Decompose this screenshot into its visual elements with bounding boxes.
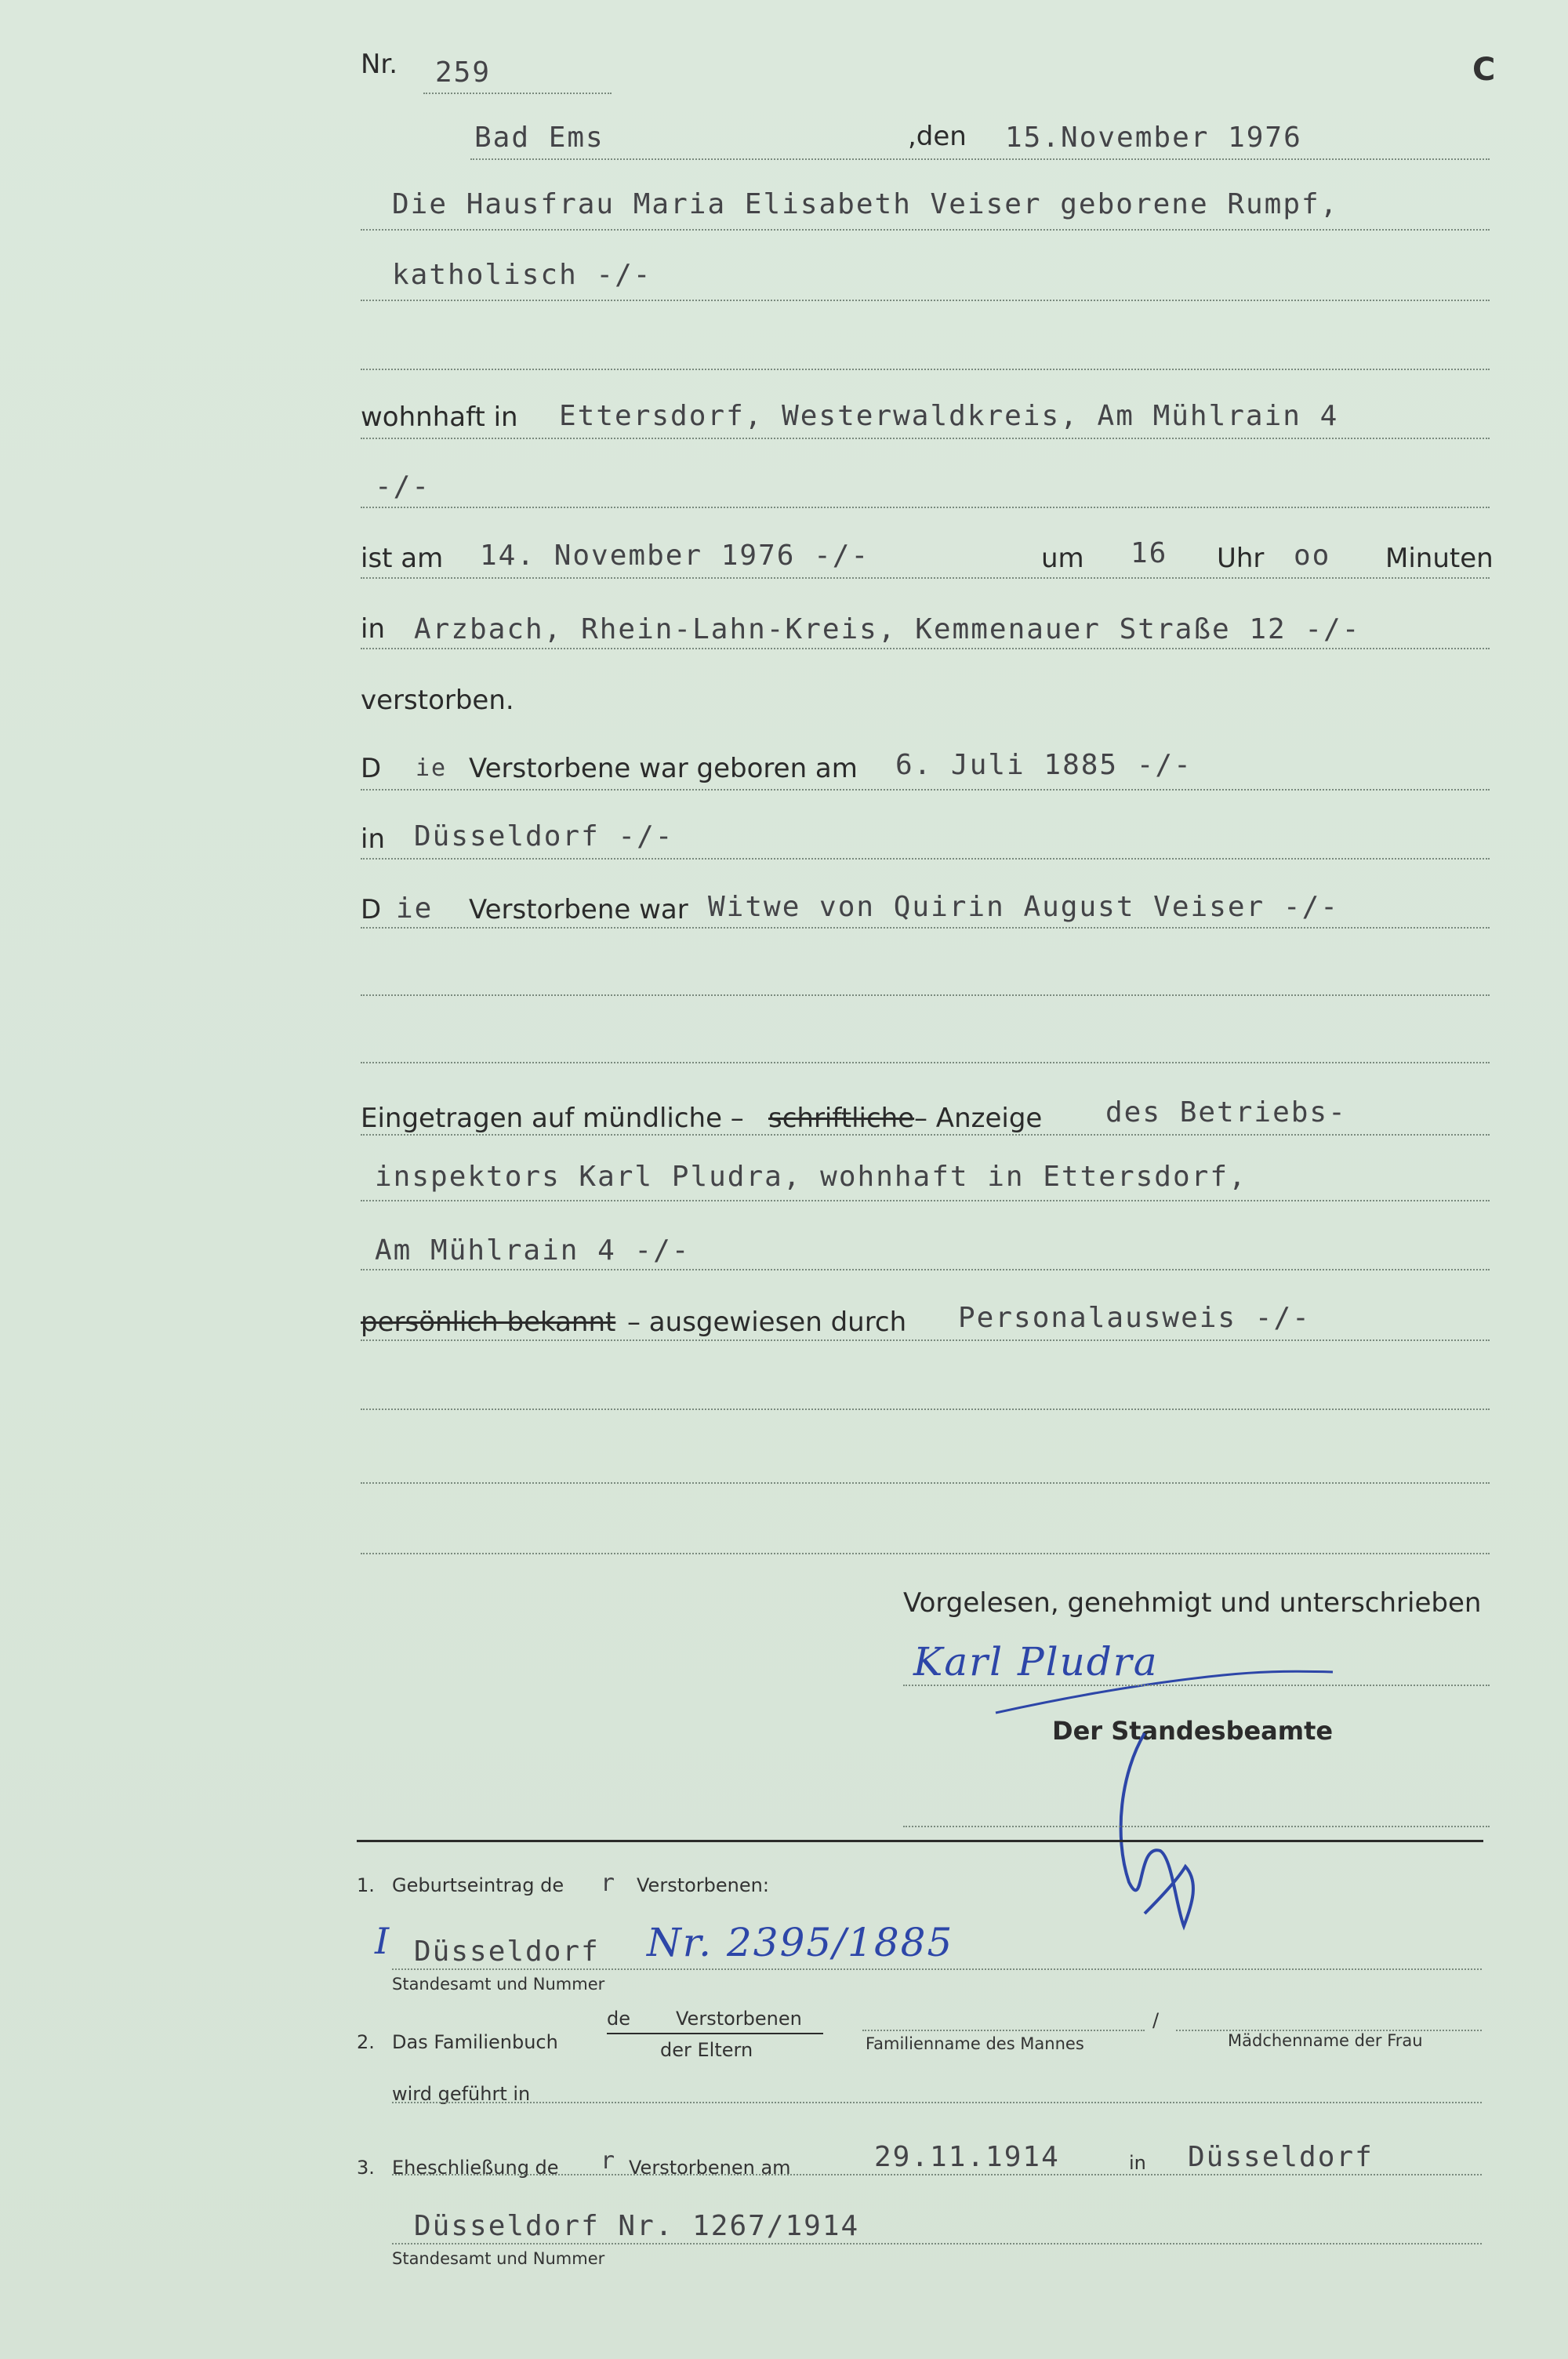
dotted-line — [361, 369, 1490, 370]
marriage-place: Düsseldorf — [1188, 2141, 1374, 2173]
marriage-registry: Düsseldorf Nr. 1267/1914 — [414, 2210, 860, 2242]
residence-continuation: -/- — [375, 471, 431, 503]
anzeige-label: – Anzeige — [914, 1103, 1043, 1134]
dotted-line — [392, 2102, 1482, 2103]
wohnhaft-label: wohnhaft in — [361, 402, 518, 433]
dotted-line — [470, 158, 1490, 160]
registration-date: 15.November 1976 — [1005, 122, 1302, 154]
death-minutes: oo — [1294, 540, 1331, 572]
marital-status: Witwe von Quirin August Veiser -/- — [708, 891, 1339, 923]
dotted-line — [361, 648, 1490, 649]
birth-date: 6. Juli 1885 -/- — [895, 749, 1192, 781]
um-label: um — [1041, 543, 1084, 574]
ist-am-label: ist am — [361, 543, 444, 574]
item-2-mann-label: Familienname des Mannes — [866, 2034, 1084, 2053]
dotted-line — [361, 858, 1490, 860]
den-label: ,den — [908, 121, 967, 152]
standesbeamte-label: Der Standesbeamte — [1052, 1716, 1334, 1746]
place-of-registration: Bad Ems — [474, 122, 604, 154]
birth-d-label: D — [361, 753, 382, 784]
item-2-slash: / — [1152, 2009, 1160, 2031]
id-document: Personalausweis -/- — [958, 1302, 1311, 1334]
dotted-line — [361, 1062, 1490, 1063]
dotted-line — [361, 1134, 1490, 1136]
item-1-label-2: Verstorbenen: — [637, 1874, 769, 1896]
dotted-line — [361, 438, 1490, 439]
death-date: 14. November 1976 -/- — [480, 540, 870, 572]
standesamt-label-2: Standesamt und Nummer — [392, 2249, 605, 2268]
dotted-line — [361, 994, 1490, 996]
dotted-line — [423, 93, 612, 94]
item-3-typed: r — [601, 2147, 617, 2175]
signature-flourish — [988, 1631, 1364, 1725]
register-number: 259 — [435, 56, 492, 89]
item-1-handwritten: Nr. 2395/1885 — [647, 1920, 954, 1965]
in-label: in — [361, 613, 385, 645]
dotted-line — [361, 1339, 1490, 1341]
nr-label: Nr. — [361, 49, 398, 80]
item-1-label: Geburtseintrag de — [392, 1874, 564, 1896]
dotted-line — [361, 1482, 1490, 1484]
marriage-date: 29.11.1914 — [874, 2141, 1060, 2173]
dotted-line — [862, 2030, 1145, 2031]
schriftliche-label: schriftliche — [768, 1103, 915, 1134]
dotted-line — [392, 2174, 1482, 2175]
dotted-line — [361, 1269, 1490, 1270]
status-ie-typed: ie — [396, 892, 434, 925]
dotted-line — [361, 1200, 1490, 1201]
informant-line-1: des Betriebs- — [1105, 1096, 1347, 1129]
vorgelesen-label: Vorgelesen, genehmigt und unterschrieben — [903, 1587, 1482, 1619]
dotted-line — [361, 300, 1490, 301]
uhr-label: Uhr — [1217, 543, 1265, 574]
religion-line: katholisch -/- — [392, 259, 652, 291]
dotted-line — [361, 1408, 1490, 1410]
item-1-prefix: I — [375, 1920, 391, 1962]
separator-rule — [357, 1840, 1483, 1842]
item-3-label-2: Verstorbenen am — [629, 2157, 791, 2179]
death-hour: 16 — [1131, 537, 1168, 569]
item-3-number: 3. — [357, 2157, 375, 2179]
dotted-line — [361, 229, 1490, 231]
item-3-in-label: in — [1129, 2152, 1146, 2174]
informant-line-3: Am Mühlrain 4 -/- — [375, 1234, 691, 1267]
informant-signature: Karl Pludra — [913, 1639, 1159, 1685]
item-1-place: Düsseldorf — [414, 1936, 600, 1968]
bekannt-label: persönlich bekannt — [361, 1307, 616, 1338]
birth-ie-typed: ie — [416, 754, 448, 782]
dotted-line — [361, 1553, 1490, 1554]
birth-text-label: Verstorbene war geboren am — [469, 753, 858, 784]
item-1-number: 1. — [357, 1874, 375, 1896]
item-1-typed: r — [601, 1870, 617, 1897]
item-2-number: 2. — [357, 2031, 375, 2053]
standesamt-label: Standesamt und Nummer — [392, 1975, 605, 1994]
birth-in-label: in — [361, 823, 385, 855]
deceased-name-line: Die Hausfrau Maria Elisabeth Veiser geborene Rumpf, — [392, 188, 1339, 220]
official-signature — [1098, 1725, 1223, 1937]
minuten-label: Minuten — [1385, 543, 1494, 574]
death-place: Arzbach, Rhein-Lahn-Kreis, Kemmenauer Straße 12 -/- — [414, 613, 1361, 645]
dotted-line — [903, 1685, 1490, 1686]
item-2-fraction-bottom: der Eltern — [660, 2039, 753, 2061]
dotted-line — [392, 1968, 1482, 1970]
dotted-line — [903, 1826, 1490, 1827]
dotted-line — [361, 577, 1490, 579]
dotted-line — [392, 2243, 1482, 2245]
ausgewiesen-label: – ausgewiesen durch — [627, 1307, 907, 1338]
verstorben-label: verstorben. — [361, 685, 514, 716]
dotted-line — [361, 927, 1490, 929]
corner-letter: C — [1472, 52, 1496, 88]
item-2-fraction-top-a: de — [607, 2008, 630, 2030]
dotted-line — [361, 789, 1490, 791]
status-text-label: Verstorbene war — [469, 894, 688, 925]
eingetragen-label: Eingetragen auf mündliche – — [361, 1103, 744, 1134]
fraction-line — [607, 2033, 823, 2034]
status-d-label: D — [361, 894, 382, 925]
birth-place: Düsseldorf -/- — [414, 820, 674, 852]
dotted-line — [361, 507, 1490, 508]
item-3-label: Eheschließung de — [392, 2157, 559, 2179]
item-2-label: Das Familienbuch — [392, 2031, 558, 2053]
informant-line-2: inspektors Karl Pludra, wohnhaft in Ettersdorf, — [375, 1161, 1247, 1193]
item-2-frau-label: Mädchenname der Frau — [1228, 2031, 1423, 2050]
item-2-gefuehrt-label: wird geführt in — [392, 2083, 531, 2105]
residence-address: Ettersdorf, Westerwaldkreis, Am Mühlrain 4 — [559, 400, 1339, 432]
item-2-fraction-top-b: Verstorbenen — [676, 2008, 802, 2030]
